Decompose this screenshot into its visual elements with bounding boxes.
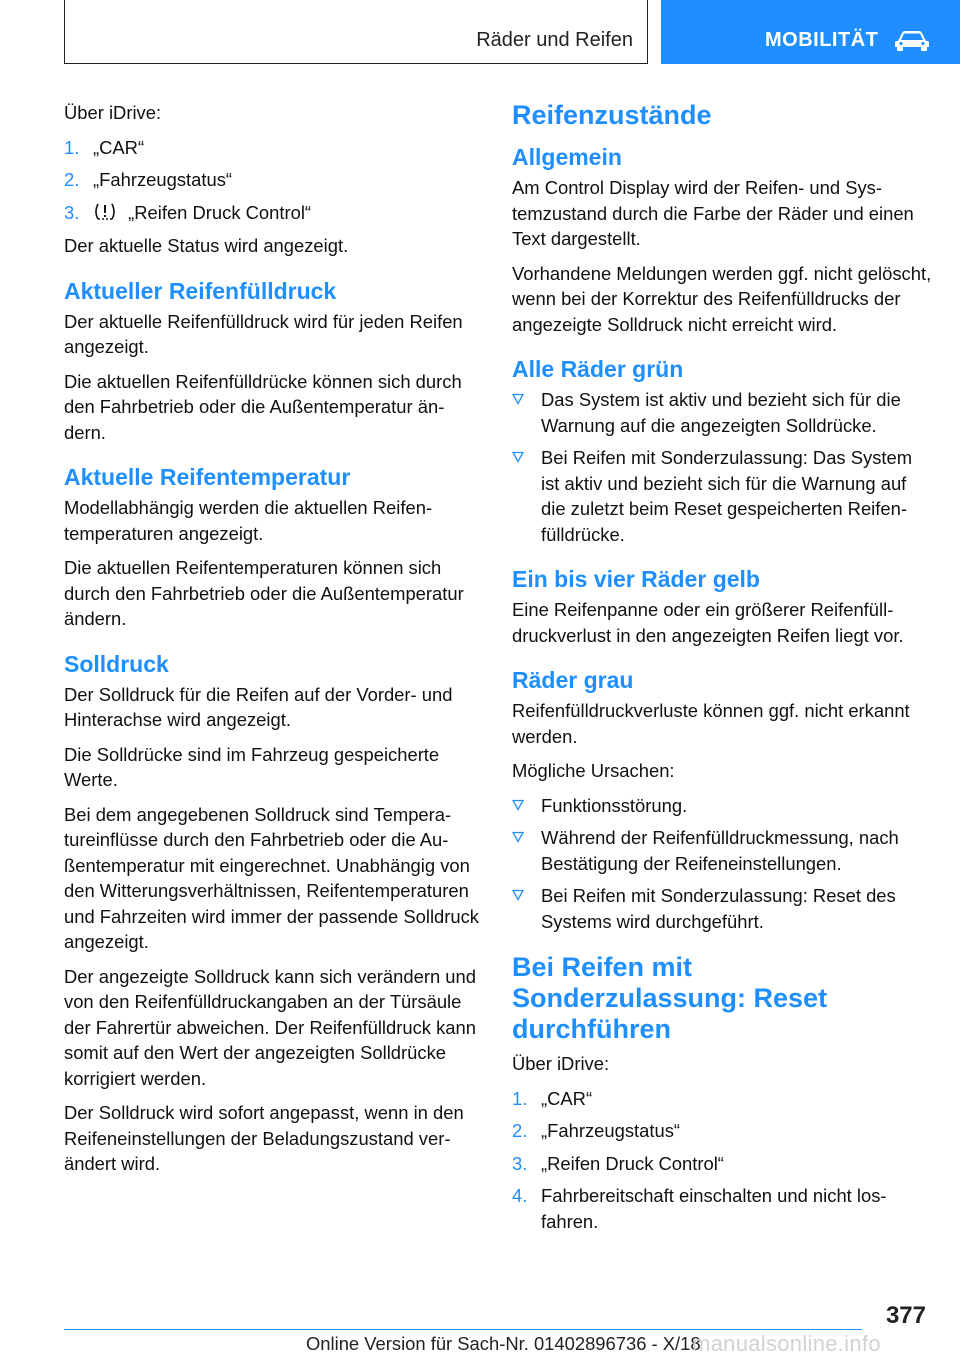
grey-causes-list [512,793,932,935]
grey-paragraph: Reifenfülldruckverluste können ggf. nicht erkannt werden. [512,700,910,747]
yellow-paragraph: Eine Reifenpanne oder ein größerer Reifenfülldruckverlust in den angezeigten Reifen liegt vor. [512,599,904,646]
right-column [512,100,932,1242]
target-paragraph: Der angezeigte Solldruck kann sich verändern und von den Reifenfülldruckangaben an der Türsäule der Fahrertür abweichen. Der Reifenfülldruck kann somit auf den Wert der angezeigten Solldrücke korrigiert werden. [64,965,476,1089]
step-text: „CAR“ [93,136,145,158]
list-item [64,167,480,193]
list-item-text: Das System ist aktiv und bezieht sich für die Warnung auf die angezeigten Solldrücke. [541,389,901,436]
temperature-heading: Aktuelle Reifentemperatur [64,464,351,490]
temperature-paragraph: Modellabhängig werden die aktuellen Reifentemperaturen angezeigt. [64,497,433,544]
step-text: „Reifen Druck Control“ [128,201,312,223]
step-number: 2. [64,169,80,190]
list-item [64,135,480,161]
list-item [512,1118,932,1144]
list-item-text: Funktionsstörung. [541,794,688,816]
list-item [512,793,932,819]
green-heading: Alle Räder grün [512,356,684,382]
idrive-intro: Über iDrive: [64,102,162,123]
list-item [512,883,932,934]
page-number: 377 [885,1302,926,1329]
triangle-bullet-icon [512,831,524,843]
target-paragraph: Der Solldruck wird sofort angepasst, wenn in den Reifeneinstellungen der Beladungszustand verändert wird. [64,1102,464,1174]
pressure-paragraph: Die aktuellen Reifenfülldrücke können sich durch den Fahrbetrieb oder die Außentemperatur ändern. [64,370,462,443]
step-number: 2. [512,1120,528,1141]
chapter-title: MOBILITÄT [765,29,879,51]
step-number: 1. [64,136,80,158]
list-item [512,1086,932,1112]
list-item-text: Bei Reifen mit Sonderzulassung: Das System ist aktiv und bezieht sich für die Warnung auf die zuletzt beim Reset gespeicherten Reifenfülldrücke. [541,447,913,545]
header-section-frame [64,0,648,64]
target-paragraph: Die Solldrücke sind im Fahrzeug gespeicherte Werte. [64,743,440,790]
list-item [64,200,480,226]
step-text: „CAR“ [541,1087,593,1109]
watermark: manualsonline.info [692,1331,881,1356]
target-paragraph: Der Solldruck für die Reifen auf der Vorder- und Hinterachse wird angezeigt. [64,683,453,730]
triangle-bullet-icon [512,451,524,463]
pressure-paragraph: Der aktuelle Reifenfülldruck wird für jeden Reifen angezeigt. [64,310,463,357]
tire-warning-icon [93,200,117,224]
reset-steps-list [512,1086,932,1235]
step-text: „Reifen Druck Control“ [541,1152,724,1174]
green-list [512,387,932,547]
general-paragraph: Am Control Display wird der Reifen- und Systemzustand durch die Farbe der Räder und einen Text dargestellt. [512,177,914,249]
yellow-heading: Ein bis vier Räder gelb [512,566,760,592]
triangle-bullet-icon [512,799,524,811]
tire-states-heading: Reifenzustände [512,100,712,130]
car-icon [894,28,930,52]
list-item [512,445,932,547]
left-column [64,100,480,1186]
chapter-tab[interactable] [661,0,960,64]
target-paragraph: Bei dem angegebenen Solldruck sind Temperatureinflüsse durch den Fahrbetrieb oder die Außentemperatur mit eingerechnet. Unabhängig von den Witterungsverhältnissen, Reifentemperaturen und Fahrzeiten wird immer der passende Solldruck angezeigt. [64,803,480,952]
general-paragraph: Vorhandene Meldungen werden ggf. nicht gelöscht, wenn bei der Korrektur des Reifenfülldrucks der angezeigte Solldruck nicht erreicht wird. [512,262,932,335]
temperature-paragraph: Die aktuellen Reifentemperaturen können sich durch den Fahrbetrieb oder die Außentemperatur ändern. [64,557,464,629]
list-item [512,1183,932,1234]
pressure-heading: Aktueller Reifenfülldruck [64,277,337,304]
step-text: Fahrbereitschaft einschalten und nicht losfahren. [541,1185,887,1232]
triangle-bullet-icon [512,393,524,405]
status-text: Der aktuelle Status wird angezeigt. [64,235,349,256]
footer-divider [64,1329,862,1330]
target-pressure-heading: Solldruck [64,650,169,677]
step-number: 3. [64,201,80,223]
list-item [512,1151,932,1177]
general-heading: Allgemein [512,144,622,170]
reset-intro: Über iDrive: [512,1053,610,1074]
list-item-text: Bei Reifen mit Sonderzulassung: Reset des Systems wird durchgeführt. [541,885,896,932]
list-item [512,387,932,438]
idrive-steps-list [64,135,480,226]
step-text: „Fahrzeugstatus“ [541,1120,681,1141]
online-version-text: Online Version für Sach-Nr. 01402896736 - X/18 [306,1333,701,1354]
section-title: Räder und Reifen [476,29,633,51]
step-number: 1. [512,1087,528,1109]
triangle-bullet-icon [512,889,524,901]
reset-heading: Bei Reifen mit Sonderzulassung: Reset durchführen [512,952,828,1044]
list-item-text: Während der Reifenfülldruckmessung, nach Bestätigung der Reifeneinstellungen. [541,827,899,874]
step-number: 4. [512,1185,528,1206]
grey-heading: Räder grau [512,667,634,693]
step-number: 3. [512,1152,528,1174]
step-text: „Fahrzeugstatus“ [93,169,233,190]
grey-paragraph: Mögliche Ursachen: [512,760,675,781]
list-item [512,825,932,876]
